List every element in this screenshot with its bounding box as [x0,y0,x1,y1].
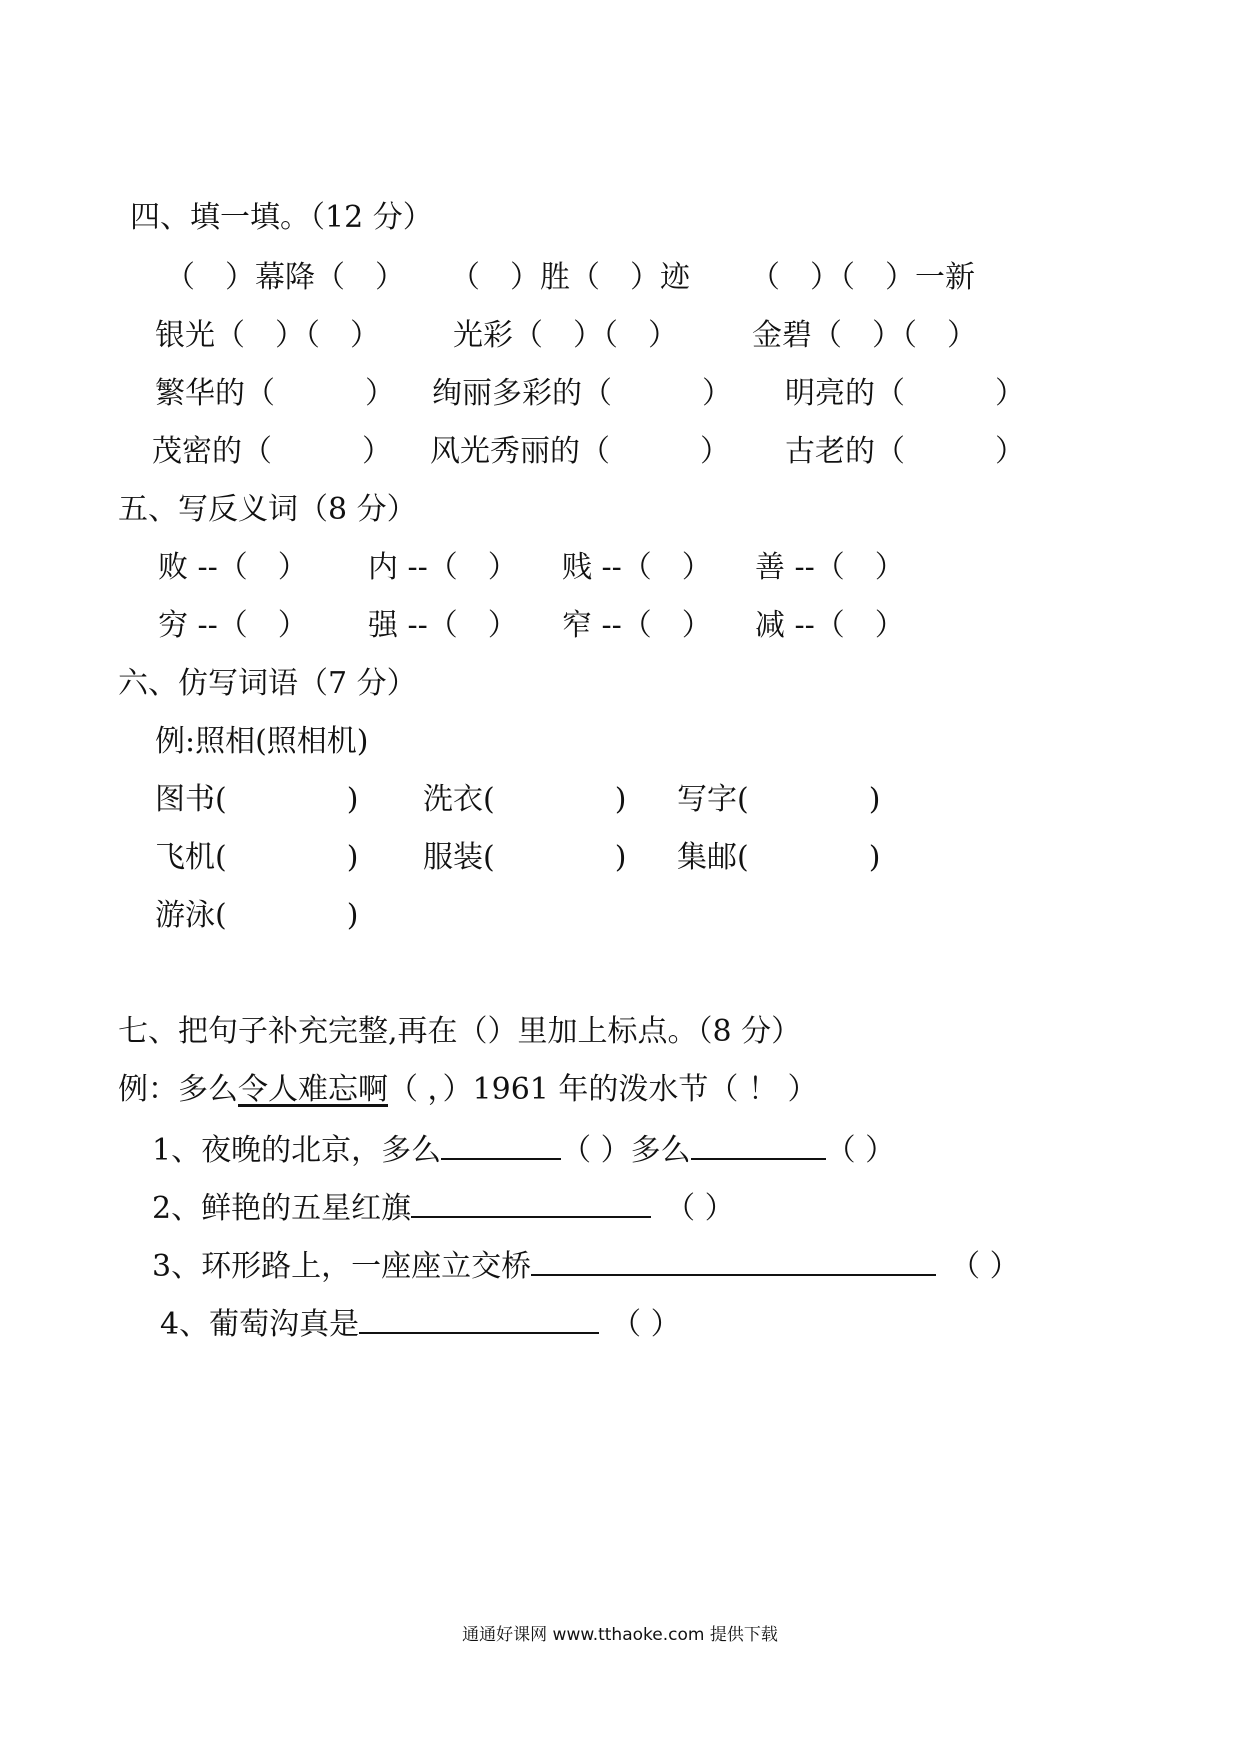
answer-blank[interactable] [531,1246,936,1276]
example-prefix: 例：多么 [118,1072,238,1107]
fill-item: 茂密的（ ） [152,434,392,469]
fill-item: （ ）幕降（ ） [165,260,405,295]
section-4-title: 四、填一填。（12 分） [130,200,433,235]
sentence-text: 2、鲜艳的五星红旗 [152,1191,412,1226]
example-suffix: （ ，）1961 年的泼水节（ ！ ） [388,1072,818,1107]
section-5-title: 五、写反义词（8 分） [118,492,417,527]
imitate-item: 服装( ) [423,840,627,875]
sentence-item [152,1246,1020,1285]
antonym-item: 善 --（ ） [755,550,905,585]
imitate-item: 写字( ) [677,782,881,817]
antonym-item: 内 --（ ） [368,550,518,585]
fill-item: 风光秀丽的（ ） [430,434,730,469]
answer-blank[interactable] [691,1130,826,1160]
imitate-item: 洗衣( ) [423,782,627,817]
section-6-title: 六、仿写词语（7 分） [118,666,417,701]
punctuation-slot[interactable]: （ ） [665,1191,735,1226]
answer-blank[interactable] [441,1130,561,1160]
sentence-item [152,1188,735,1227]
antonym-item: 败 --（ ） [158,550,308,585]
sentence-text: 4、葡萄沟真是 [160,1307,360,1342]
section-7-example [118,1072,818,1108]
imitate-item: 游泳( ) [155,898,359,933]
fill-item: （ ）（ ）一新 [750,260,975,295]
fill-item: 明亮的（ ） [785,376,1025,411]
sentence-text: 1、夜晚的北京，多么 [152,1133,442,1168]
punctuation-slot[interactable]: （ ） [825,1133,896,1168]
fill-item: 繁华的（ ） [155,376,395,411]
sentence-text: （ ）多么 [561,1133,691,1168]
fill-item: 光彩（ ）（ ） [453,318,678,353]
imitate-item: 飞机( ) [155,840,359,875]
punctuation-slot[interactable]: （ ） [611,1307,681,1342]
antonym-item: 窄 --（ ） [562,608,712,643]
footer-credit: 通通好课网 www.tthaoke.com 提供下载 [462,1625,778,1645]
antonym-item: 强 --（ ） [368,608,518,643]
fill-item: 银光（ ）（ ） [155,318,380,353]
example-underlined: 令人难忘啊 [238,1072,388,1107]
fill-item: （ ）胜（ ）迹 [450,260,690,295]
antonym-item: 贱 --（ ） [562,550,712,585]
imitate-item: 集邮( ) [677,840,881,875]
antonym-item: 穷 --（ ） [158,608,308,643]
imitate-item: 图书( ) [155,782,359,817]
fill-item: 绚丽多彩的（ ） [432,376,732,411]
fill-item: 古老的（ ） [785,434,1025,469]
answer-blank[interactable] [359,1304,599,1334]
sentence-item [152,1130,895,1169]
punctuation-slot[interactable]: （ ） [950,1249,1020,1284]
section-7-title: 七、把句子补充完整,再在（）里加上标点。（8 分） [118,1014,802,1049]
fill-item: 金碧（ ）（ ） [752,318,977,353]
sentence-item [160,1304,681,1343]
answer-blank[interactable] [411,1188,651,1218]
antonym-item: 减 --（ ） [755,608,905,643]
section-6-example: 例:照相(照相机) [155,724,369,759]
sentence-text: 3、环形路上，一座座立交桥 [152,1249,532,1284]
